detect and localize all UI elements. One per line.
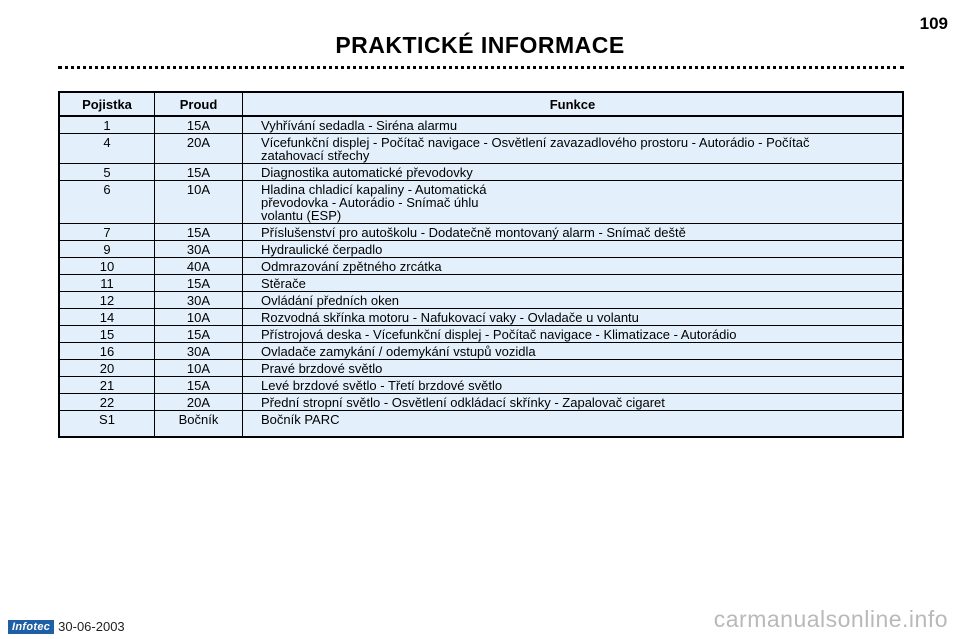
watermark: carmanualsonline.info [713, 606, 948, 632]
table-row [59, 258, 903, 275]
function-cell: Přední stropní světlo - Osvětlení odkládací skřínky - Zapalovač cigaret [243, 394, 904, 411]
fuse-cell: 11 [59, 275, 155, 292]
current-cell: 30A [155, 343, 243, 360]
current-cell: 15A [155, 116, 243, 134]
header-current: Proud [155, 92, 243, 116]
current-cell: 10A [155, 181, 243, 224]
infotec-logo: Infotec [8, 620, 54, 634]
table-header-row [59, 92, 903, 116]
table-row [59, 224, 903, 241]
table-row [59, 292, 903, 309]
function-cell: Ovládání předních oken [243, 292, 904, 309]
function-cell: Ovladače zamykání / odemykání vstupů vozidla [243, 343, 904, 360]
fuse-cell: 14 [59, 309, 155, 326]
footer [8, 619, 125, 634]
table-row [59, 377, 903, 394]
fuse-cell: 5 [59, 164, 155, 181]
fuse-cell: 22 [59, 394, 155, 411]
current-cell: 40A [155, 258, 243, 275]
table-row [59, 326, 903, 343]
table-row [59, 309, 903, 326]
function-cell: Bočník PARC [243, 411, 904, 438]
table-row [59, 275, 903, 292]
function-cell: Odmrazování zpětného zrcátka [243, 258, 904, 275]
fuse-cell: 1 [59, 116, 155, 134]
current-cell: 15A [155, 224, 243, 241]
page-number: 109 [919, 14, 948, 33]
dotted-divider [58, 66, 904, 69]
footer-date: 30-06-2003 [58, 619, 125, 634]
fuse-cell: 9 [59, 241, 155, 258]
page-title: PRAKTICKÉ INFORMACE [335, 32, 625, 58]
current-cell: 10A [155, 360, 243, 377]
fuse-table [58, 91, 904, 438]
fuse-cell: 21 [59, 377, 155, 394]
fuse-cell: 10 [59, 258, 155, 275]
current-cell: 20A [155, 394, 243, 411]
current-cell: 15A [155, 326, 243, 343]
table-row [59, 116, 903, 134]
table-body [59, 116, 903, 437]
header-function: Funkce [243, 92, 904, 116]
table-row [59, 134, 903, 164]
fuse-cell: 6 [59, 181, 155, 224]
current-cell: 30A [155, 292, 243, 309]
fuse-cell: 12 [59, 292, 155, 309]
function-cell: Přístrojová deska - Vícefunkční displej - Počítač navigace - Klimatizace - Autorádio [243, 326, 904, 343]
table-row [59, 181, 903, 224]
table-row [59, 394, 903, 411]
fuse-cell: S1 [59, 411, 155, 438]
table-row [59, 164, 903, 181]
function-cell: Hydraulické čerpadlo [243, 241, 904, 258]
function-cell: Vyhřívání sedadla - Siréna alarmu [261, 118, 458, 133]
current-cell: 15A [155, 275, 243, 292]
table-row [59, 343, 903, 360]
current-cell: 15A [155, 377, 243, 394]
table-row [59, 241, 903, 258]
function-cell: Rozvodná skřínka motoru - Nafukovací vaky - Ovladače u volantu [243, 309, 904, 326]
function-cell: Vícefunkční displej - Počítač navigace - Osvětlení zavazadlového prostoru - Autorádio - Počítač zatahovací střechy [243, 134, 904, 164]
current-cell: 20A [155, 134, 243, 164]
function-cell: Hladina chladicí kapaliny - Automatická převodovka - Autorádio - Snímač úhlu volantu (ESP) [243, 181, 904, 224]
current-cell: 15A [155, 164, 243, 181]
fuse-cell: 20 [59, 360, 155, 377]
fuse-cell: 7 [59, 224, 155, 241]
table-row [59, 411, 903, 438]
header-fuse: Pojistka [59, 92, 155, 116]
function-cell: Diagnostika automatické převodovky [243, 164, 904, 181]
fuse-cell: 15 [59, 326, 155, 343]
fuse-cell: 16 [59, 343, 155, 360]
function-cell: Příslušenství pro autoškolu - Dodatečně montovaný alarm - Snímač deště [243, 224, 904, 241]
function-cell: Stěrače [243, 275, 904, 292]
function-cell: Pravé brzdové světlo [243, 360, 904, 377]
fuse-cell: 4 [59, 134, 155, 164]
current-cell: 10A [155, 309, 243, 326]
current-cell: Bočník [155, 411, 243, 438]
table-row [59, 360, 903, 377]
function-cell: Levé brzdové světlo - Třetí brzdové světlo [243, 377, 904, 394]
current-cell: 30A [155, 241, 243, 258]
